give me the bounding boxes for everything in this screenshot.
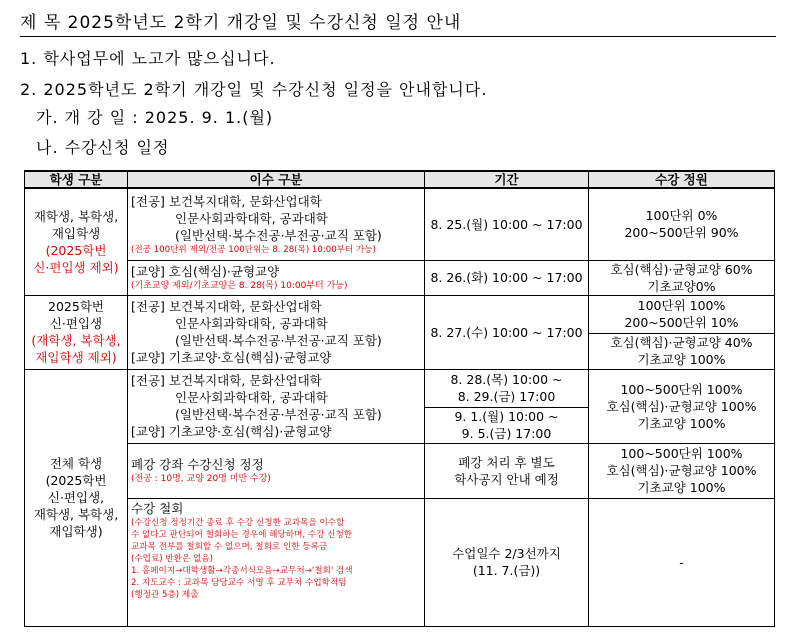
header-student: 학생 구분 [25,171,128,188]
table-row [25,498,775,626]
course-note: (수강신청 정정기간 종료 후 수강 신청한 교과목을 이수할 [131,517,345,528]
student-line: 재학생, 복학생, [33,208,119,224]
course-note: 수 없다고 판단되어 철회하는 경우에 해당하며, 수강 신청한 [131,529,353,540]
quota-cell [589,443,775,498]
quota-line: 기초교양 100% [637,415,726,431]
schedule-table [24,170,775,627]
header-quota: 수강 정원 [589,171,775,188]
period-line: 8. 29.(금) 17:00 [457,389,556,404]
student-line: 신·편입생 [49,316,103,331]
period-cell: 8. 26.(화) 10:00 ~ 17:00 [425,260,589,295]
student-note: 신·편입생 제외) [33,259,119,275]
course-type-cell [128,369,425,443]
course-note: 교과목 전부를 철회할 수 없으며, 철회로 인한 등록금 [131,541,328,552]
quota-line: 호심(핵심)·균형교양 60% [610,261,753,277]
quota-cell [589,260,775,295]
period-line: 9. 1.(월) 10:00 ~ [454,409,559,424]
quota-cell [589,333,775,369]
course-line: 수강 철회 [131,500,184,516]
student-group-3 [25,369,128,626]
course-type-cell [128,295,425,369]
student-line: 2025학번 [48,299,104,314]
course-line: 인문사회과학대학, 공과대학 [175,390,328,405]
course-line: 인문사회과학대학, 공과대학 [175,210,328,226]
quota-line: 100단위 100% [637,298,726,313]
student-note: 재입학생 제외) [35,350,117,365]
quota-line: 호심(핵심)·균형교양 100% [606,398,757,414]
quota-line: 호심(핵심)·균형교양 100% [606,463,757,478]
course-note: (전공 : 10명, 교양 20명 미만 수강) [131,474,271,484]
quota-line: 기초교양 100% [637,480,726,495]
course-line: [전공] 보건복지대학, 문화산업대학 [131,193,322,209]
quota-line: 100단위 0% [645,208,718,224]
course-line: (일반선택·복수전공·부전공·교직 포함) [175,333,382,348]
period-cell [425,498,589,626]
paragraph-2: 2. 2025학년도 2학기 개강일 및 수강신청 일정을 안내합니다. [20,80,488,99]
paragraph-3: 가. 개 강 일 : 2025. 9. 1.(월) [36,108,274,127]
period-line: 학사공지 안내 예정 [454,471,559,487]
period-cell [425,369,589,407]
quota-line: 기초교양 100% [637,352,726,367]
course-type-cell [128,498,425,626]
student-line: 재입학생) [49,524,103,539]
student-line: 전체 학생 [49,456,103,471]
course-line: (일반선택·복수전공·부전공·교직 포함) [175,407,382,422]
period-cell: 8. 27.(수) 10:00 ~ 17:00 [425,295,589,369]
course-type-cell [128,260,425,295]
student-note: (재학생, 복학생, [31,333,121,348]
title-divider [20,36,776,37]
course-note: (행정관 5층) 제출 [131,589,199,600]
course-note: 2. 지도교수 : 교과목 담당교수 서명 후 교무처 수업학적팀 [131,577,347,588]
period-cell: 8. 25.(월) 10:00 ~ 17:00 [425,188,589,260]
period-line: 폐강 처리 후 별도 [458,454,555,470]
student-line: 재입학생 [51,225,101,241]
course-type-cell [128,188,425,260]
table-row [25,295,775,333]
period-cell [425,443,589,498]
course-type-cell [128,443,425,498]
document-title: 제 목 2025학년도 2학기 개강일 및 수강신청 일정 안내 [20,13,462,33]
course-line: [교양] 기초교양·호심(핵심)·균형교양 [131,424,332,439]
course-line: 인문사회과학대학, 공과대학 [175,316,328,331]
table-row [25,443,775,498]
quota-cell: - [589,498,775,626]
period-cell [425,407,589,443]
quota-line: 100~500단위 100% [620,446,743,461]
table-header-row [25,171,775,188]
table-row [25,369,775,407]
quota-cell [589,188,775,260]
course-note: (기초교양 제외/기초교양은 8. 28(목) 10:00부터 가능) [131,281,348,291]
course-line: (일반선택·복수전공·부전공·교직 포함) [175,227,382,243]
table-row [25,188,775,260]
quota-line: 200~500단위 90% [624,225,739,241]
student-note: (2025학번 [45,242,107,258]
course-note: (수업료) 반환은 없음) [131,553,213,564]
course-note: (전공 100단위 제외/전공 100단위는 8. 28(목) 10:00부터 가능) [131,244,376,255]
paragraph-1: 1. 학사업무에 노고가 많으십니다. [20,49,276,68]
quota-line: 호심(핵심)·균형교양 40% [610,335,753,350]
quota-cell [589,369,775,443]
course-line: [교양] 호심(핵심)·균형교양 [131,264,280,279]
table-row [25,260,775,295]
quota-line: 200~500단위 10% [624,315,739,330]
quota-line: 기초교양0% [647,278,716,294]
quota-cell [589,295,775,333]
header-course-type: 이수 구분 [128,171,425,188]
student-group-1 [25,188,128,295]
quota-line: 100~500단위 100% [620,381,743,397]
course-line: [전공] 보건복지대학, 문화산업대학 [131,373,322,388]
period-line: 수업일수 2/3선까지 [452,546,561,561]
course-line: [교양] 기초교양·호심(핵심)·균형교양 [131,350,332,365]
period-line: 8. 28.(목) 10:00 ~ [450,372,563,387]
header-period: 기간 [425,171,589,188]
period-line: 9. 5.(금) 17:00 [461,426,552,441]
student-group-2 [25,295,128,369]
period-line: (11. 7.(금)) [472,563,541,578]
course-note: 1. 홈페이지→대학생활→각종서식모음→교무처→'철회' 검색 [131,565,353,576]
student-line: 신·편입생, [47,490,105,505]
paragraph-4: 나. 수강신청 일정 [36,138,170,157]
course-line: 폐강 강좌 수강신청 정정 [131,457,264,472]
student-line: (2025학번 [45,473,107,488]
course-line: [전공] 보건복지대학, 문화산업대학 [131,299,322,314]
student-line: 재학생, 복학생, [33,507,119,522]
